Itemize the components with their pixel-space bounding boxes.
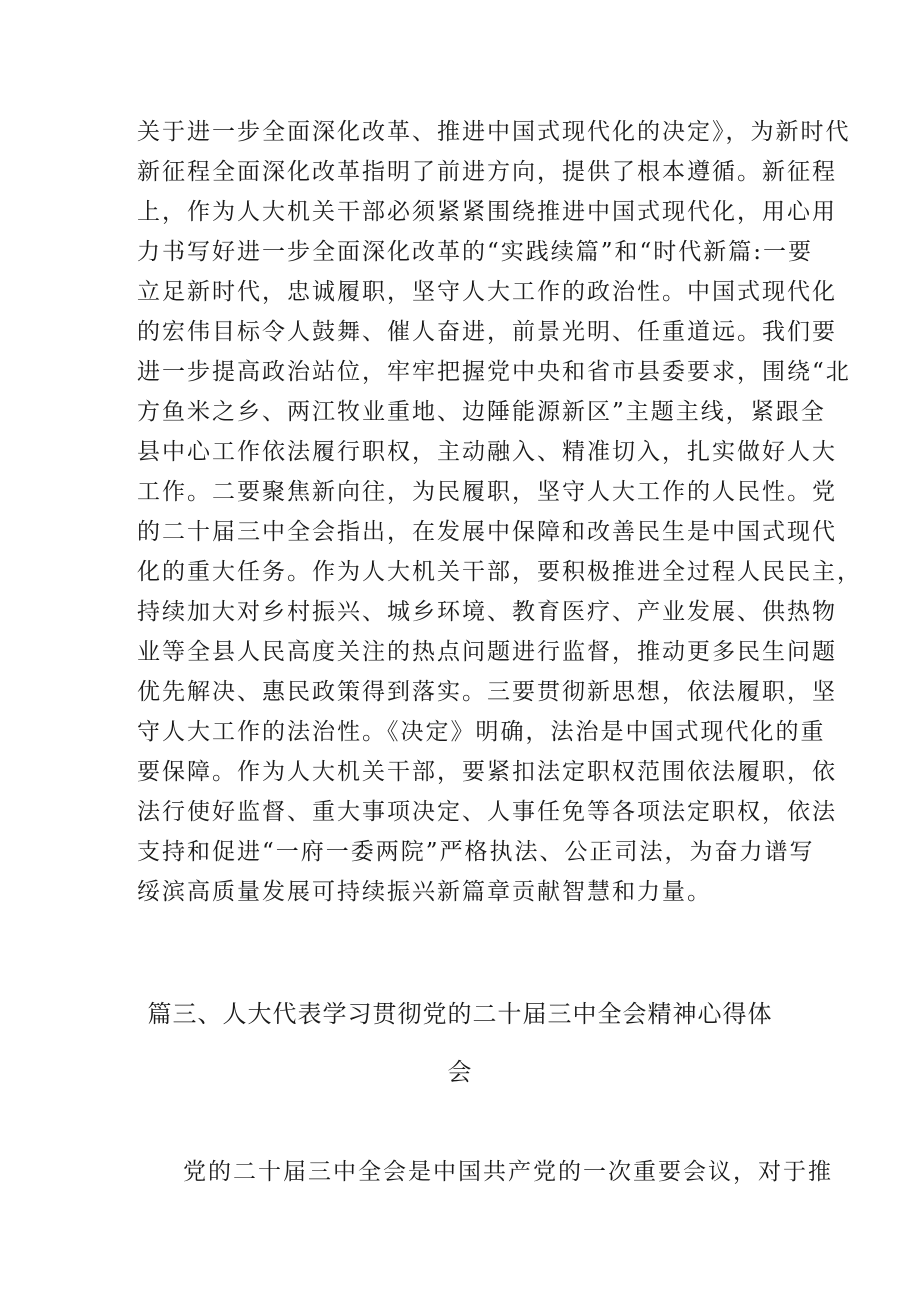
paragraph-line: 法行使好监督、重大事项决定、人事任免等各项法定职权，依法 <box>137 799 837 825</box>
paragraph-line: 上，作为人大机关干部必须紧紧围绕推进中国式现代化，用心用 <box>137 199 837 225</box>
paragraph-line: 要保障。作为人大机关干部，要紧扣法定职权范围依法履职，依 <box>137 759 837 785</box>
paragraph-line: 守人大工作的法治性。《决定》明确，法治是中国式现代化的重 <box>137 719 826 745</box>
section-heading-continued: 会 <box>447 1058 473 1086</box>
paragraph-line: 县中心工作依法履行职权，主动融入、精准切入，扎实做好人大 <box>137 439 837 465</box>
paragraph-line: 工作。二要聚焦新向往，为民履职，坚守人大工作的人民性。党 <box>137 479 837 505</box>
section-heading: 篇三、人大代表学习贯彻党的二十届三中全会精神心得体 <box>147 1000 773 1028</box>
paragraph-line: 进一步提高政治站位，牢牢把握党中央和省市县委要求，围绕“北 <box>137 359 851 385</box>
paragraph-line: 的宏伟目标令人鼓舞、催人奋进，前景光明、任重道远。我们要 <box>137 319 837 345</box>
paragraph-line: 业等全县人民高度关注的热点问题进行监督，推动更多民生问题 <box>137 639 837 665</box>
paragraph-line: 支持和促进“一府一委两院”严格执法、公正司法，为奋力谱写 <box>137 839 815 865</box>
paragraph-line: 立足新时代，忠诚履职，坚守人大工作的政治性。中国式现代化 <box>137 279 837 305</box>
paragraph-line: 关于进一步全面深化改革、推进中国式现代化的决定》，为新时代 <box>137 119 851 145</box>
paragraph-line-last: 绥滨高质量发展可持续振兴新篇章贡献智慧和力量。 <box>137 879 712 905</box>
section-intro-paragraph: 党的二十届三中全会是中国共产党的一次重要会议，对于推 <box>183 1159 833 1185</box>
paragraph-line: 持续加大对乡村振兴、城乡环境、教育医疗、产业发展、供热物 <box>137 599 837 625</box>
paragraph-line: 新征程全面深化改革指明了前进方向，提供了根本遵循。新征程 <box>137 159 837 185</box>
paragraph-line: 力书写好进一步全面深化改革的“实践续篇”和“时代新篇:一要 <box>137 239 814 265</box>
paragraph-line: 化的重大任务。作为人大机关干部，要积极推进全过程人民民主， <box>137 559 862 585</box>
body-paragraph <box>137 112 862 912</box>
paragraph-line: 方鱼米之乡、两江牧业重地、边陲能源新区”主题主线，紧跟全 <box>137 399 826 425</box>
paragraph-line: 优先解决、惠民政策得到落实。三要贯彻新思想，依法履职，坚 <box>137 679 837 705</box>
paragraph-line: 的二十届三中全会指出，在发展中保障和改善民生是中国式现代 <box>137 519 837 545</box>
